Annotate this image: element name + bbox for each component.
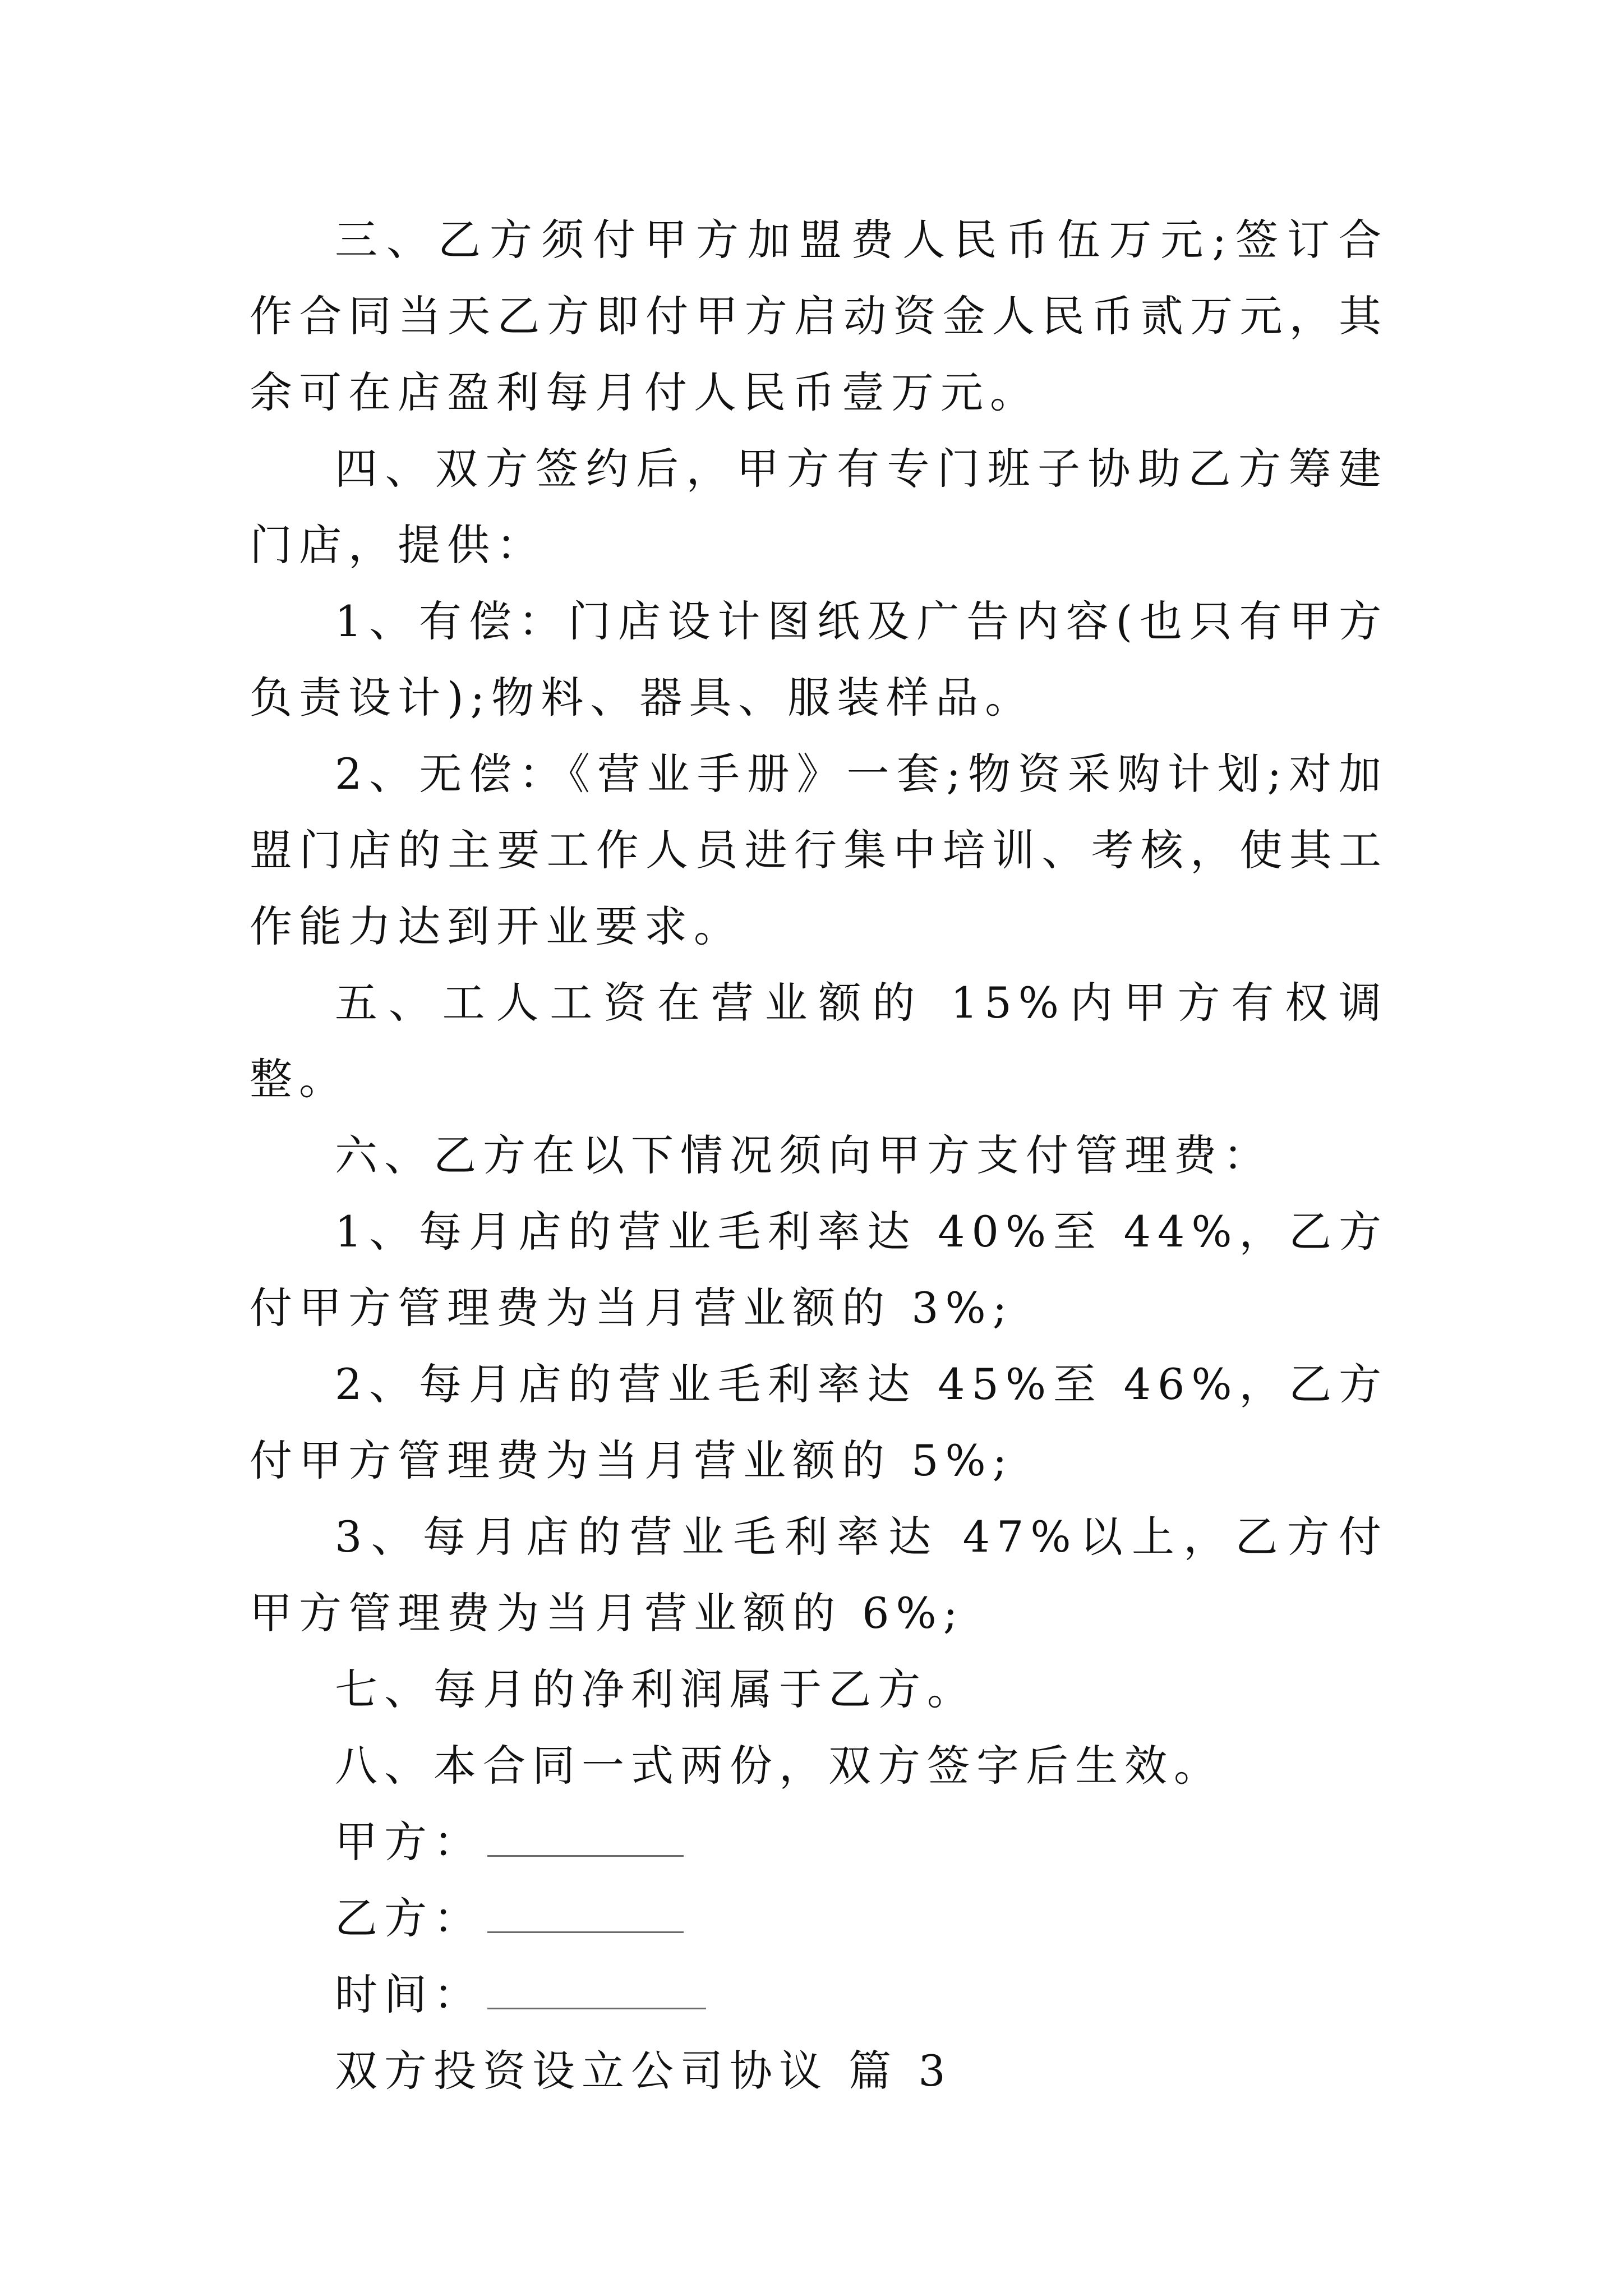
time-label: 时间： xyxy=(335,1970,483,2019)
document-body xyxy=(250,202,1388,2109)
clause-6-tier-2: 2、每月店的营业毛利率达 45%至 46%，乙方付甲方管理费为当月营业额的 5%; xyxy=(250,1359,1388,1485)
clause-7-net-profit: 七、每月的净利润属于乙方。 xyxy=(335,1664,976,1714)
clause-6-tier-3: 3、每月店的营业毛利率达 47%以上，乙方付甲方管理费为当月营业额的 6%; xyxy=(250,1512,1388,1638)
clause-4-support: 四、双方签约后，甲方有专门班子协助乙方筹建门店，提供： xyxy=(250,444,1388,570)
party-b-signature-blank xyxy=(487,1891,684,1933)
party-a-label: 甲方： xyxy=(335,1817,483,1867)
clause-4-paid-items: 1、有偿：门店设计图纸及广告内容(也只有甲方负责设计);物料、器具、服装样品。 xyxy=(250,596,1388,723)
clause-8-copies: 八、本合同一式两份，双方签字后生效。 xyxy=(335,1741,1223,1791)
signature-time xyxy=(250,1957,1388,2033)
signature-party-b xyxy=(250,1880,1388,1957)
clause-3-payment: 三、乙方须付甲方加盟费人民币伍万元;签订合作合同当天乙方即付甲方启动资金人民币贰万元，其余可在店盈利每月付人民币壹万元。 xyxy=(250,215,1388,417)
next-section-heading: 双方投资设立公司协议 篇 3 xyxy=(335,2046,952,2096)
party-a-signature-blank xyxy=(487,1815,684,1857)
clause-4-free-items: 2、无偿：《营业手册》一套;物资采购计划;对加盟门店的主要工作人员进行集中培训、考核，使其工作能力达到开业要求。 xyxy=(250,749,1388,951)
time-blank xyxy=(487,1967,706,2009)
clause-6-tier-1: 1、每月店的营业毛利率达 40%至 44%，乙方付甲方管理费为当月营业额的 3%; xyxy=(250,1207,1388,1333)
signature-party-a xyxy=(250,1804,1388,1880)
clause-6-management-fee: 六、乙方在以下情况须向甲方支付管理费： xyxy=(335,1130,1272,1180)
party-b-label: 乙方： xyxy=(335,1893,483,1943)
clause-5-wages: 五、工人工资在营业额的 15%内甲方有权调整。 xyxy=(250,978,1388,1104)
